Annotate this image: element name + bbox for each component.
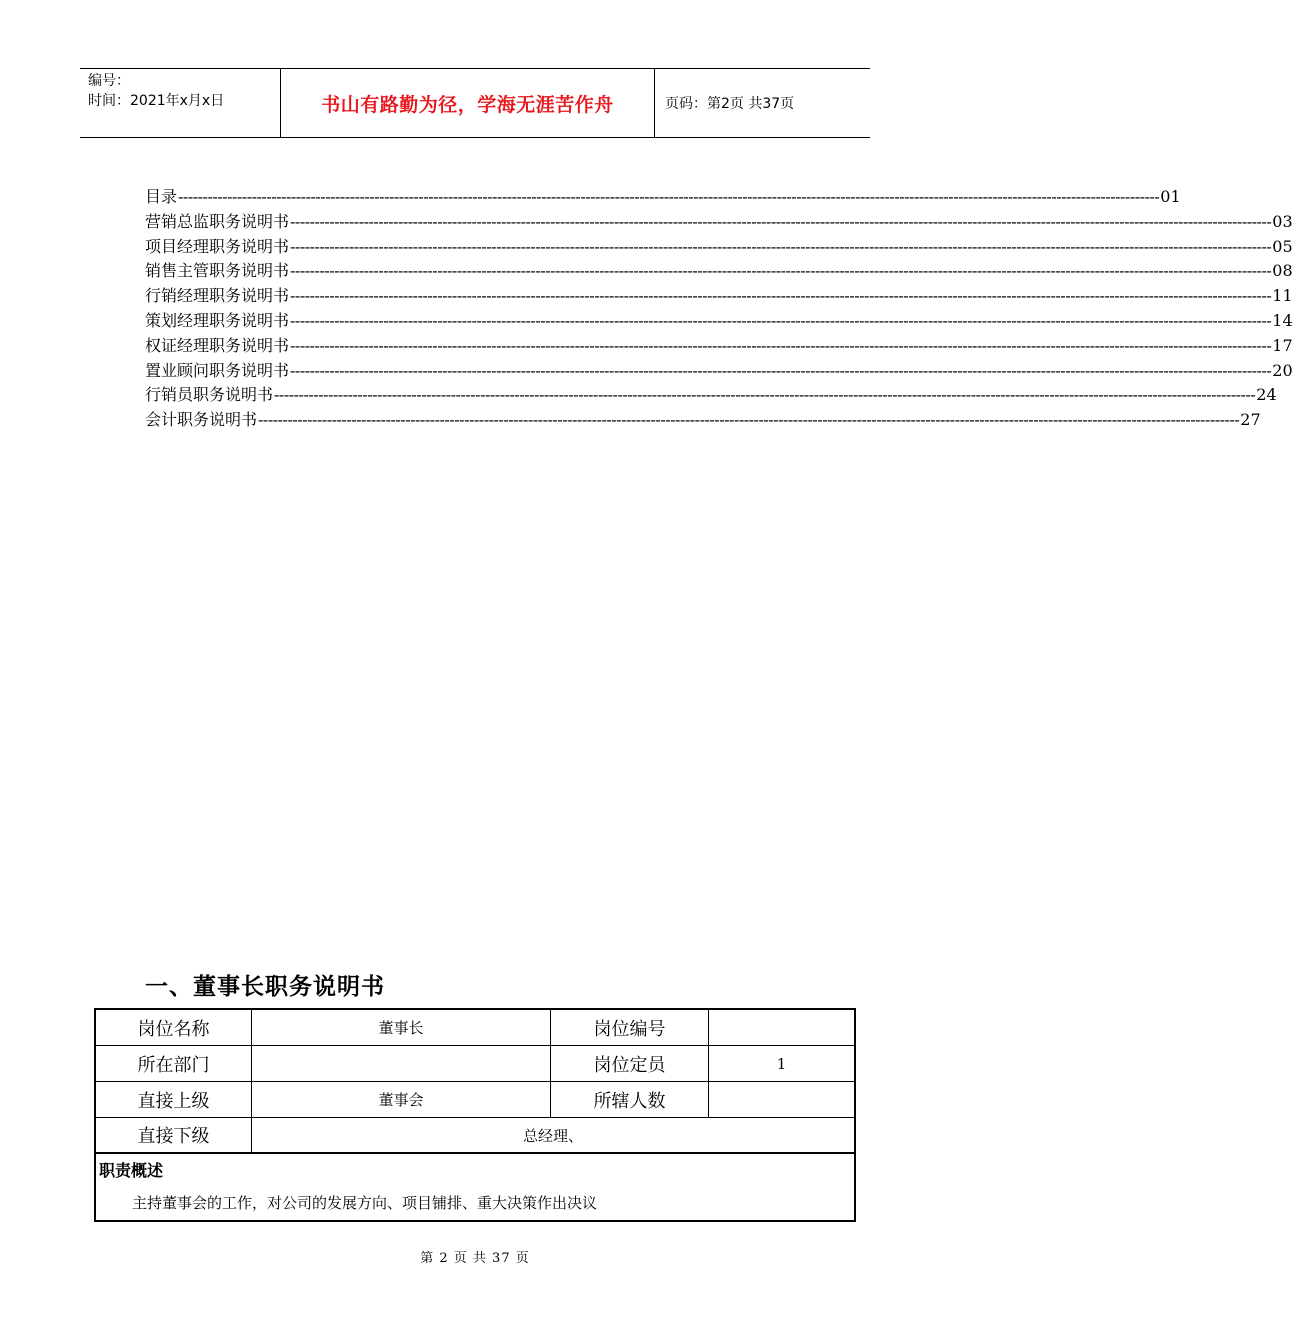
header-page-info: 页码：第2页 共37页	[665, 96, 795, 112]
toc-entry[interactable]	[145, 334, 1293, 359]
toc-title: 策划经理职务说明书	[145, 310, 290, 330]
toc-title: 会计职务说明书	[145, 410, 258, 430]
duty-heading: 职责概述	[99, 1161, 164, 1180]
post-no-label: 岗位编号	[551, 1010, 709, 1046]
job-description-table	[94, 1008, 856, 1222]
headcount-label: 岗位定员	[551, 1046, 709, 1082]
toc-leader: --------------------------------------------------------------------------------------------------------------------------------------------------------------------------------------------------------	[290, 261, 1272, 281]
toc-title: 销售主管职务说明书	[145, 261, 290, 281]
toc-title: 营销总监职务说明书	[145, 211, 290, 231]
toc-entry[interactable]	[145, 359, 1293, 384]
page-header	[80, 68, 870, 138]
toc-entry[interactable]	[145, 408, 1261, 433]
toc-entry[interactable]	[145, 210, 1293, 235]
header-motto: 书山有路勤为径，学海无涯苦作舟	[281, 69, 655, 137]
doc-number-label: 编号：	[88, 73, 130, 89]
toc-leader: --------------------------------------------------------------------------------------------------------------------------------------------------------------------------------------------------------	[258, 410, 1240, 430]
toc-entry[interactable]	[145, 185, 1181, 210]
toc-leader: --------------------------------------------------------------------------------------------------------------------------------------------------------------------------------------------------------	[290, 211, 1272, 231]
toc-page: 14	[1272, 310, 1293, 330]
job-info-grid	[96, 1010, 854, 1154]
superior-label: 直接上级	[96, 1082, 252, 1118]
post-name-label: 岗位名称	[96, 1010, 252, 1046]
duty-text: 主持董事会的工作，对公司的发展方向、项目铺排、重大决策作出决议	[132, 1194, 598, 1212]
toc-title: 目录	[145, 187, 178, 206]
post-name-value: 董事长	[252, 1010, 551, 1046]
header-meta	[80, 69, 281, 137]
dept-label: 所在部门	[96, 1046, 252, 1082]
post-no-value	[709, 1010, 854, 1046]
subordinates-count-value	[709, 1082, 854, 1118]
toc-leader: --------------------------------------------------------------------------------------------------------------------------------------------------------------------------------------------------------	[178, 187, 1160, 206]
toc-entry[interactable]	[145, 383, 1277, 408]
toc-entry[interactable]	[145, 284, 1293, 309]
toc-page: 17	[1272, 335, 1293, 355]
toc-entry[interactable]	[145, 309, 1293, 334]
toc-title: 行销员职务说明书	[145, 385, 274, 405]
headcount-value: 1	[709, 1046, 854, 1082]
toc-page: 20	[1272, 360, 1293, 380]
toc-leader: --------------------------------------------------------------------------------------------------------------------------------------------------------------------------------------------------------	[274, 385, 1256, 405]
toc-entry[interactable]	[145, 235, 1293, 260]
toc-leader: --------------------------------------------------------------------------------------------------------------------------------------------------------------------------------------------------------	[290, 236, 1272, 256]
doc-time: 时间：2021年x月x日	[88, 93, 225, 109]
toc-leader: --------------------------------------------------------------------------------------------------------------------------------------------------------------------------------------------------------	[290, 360, 1272, 380]
toc-page: 11	[1272, 286, 1293, 306]
toc-page: 27	[1240, 410, 1261, 430]
toc-title: 行销经理职务说明书	[145, 286, 290, 306]
toc-page: 03	[1272, 211, 1293, 231]
toc-leader: --------------------------------------------------------------------------------------------------------------------------------------------------------------------------------------------------------	[290, 335, 1272, 355]
subordinate-label: 直接下级	[96, 1118, 252, 1154]
toc-leader: --------------------------------------------------------------------------------------------------------------------------------------------------------------------------------------------------------	[290, 310, 1272, 330]
toc-entry[interactable]	[145, 259, 1293, 284]
page-footer: 第 2 页 共 37 页	[420, 1251, 530, 1266]
dept-value	[252, 1046, 551, 1082]
toc-page: 24	[1256, 385, 1277, 405]
toc-title: 项目经理职务说明书	[145, 236, 290, 256]
toc-page: 01	[1160, 187, 1181, 206]
subordinate-value: 总经理、	[252, 1118, 854, 1154]
superior-value: 董事会	[252, 1082, 551, 1118]
toc-title: 置业顾问职务说明书	[145, 360, 290, 380]
table-of-contents	[145, 185, 1293, 433]
toc-page: 05	[1272, 236, 1293, 256]
subordinates-count-label: 所辖人数	[551, 1082, 709, 1118]
toc-title: 权证经理职务说明书	[145, 335, 290, 355]
section-title: 一、董事长职务说明书	[145, 974, 385, 1000]
toc-leader: --------------------------------------------------------------------------------------------------------------------------------------------------------------------------------------------------------	[290, 286, 1272, 306]
toc-page: 08	[1272, 261, 1293, 281]
